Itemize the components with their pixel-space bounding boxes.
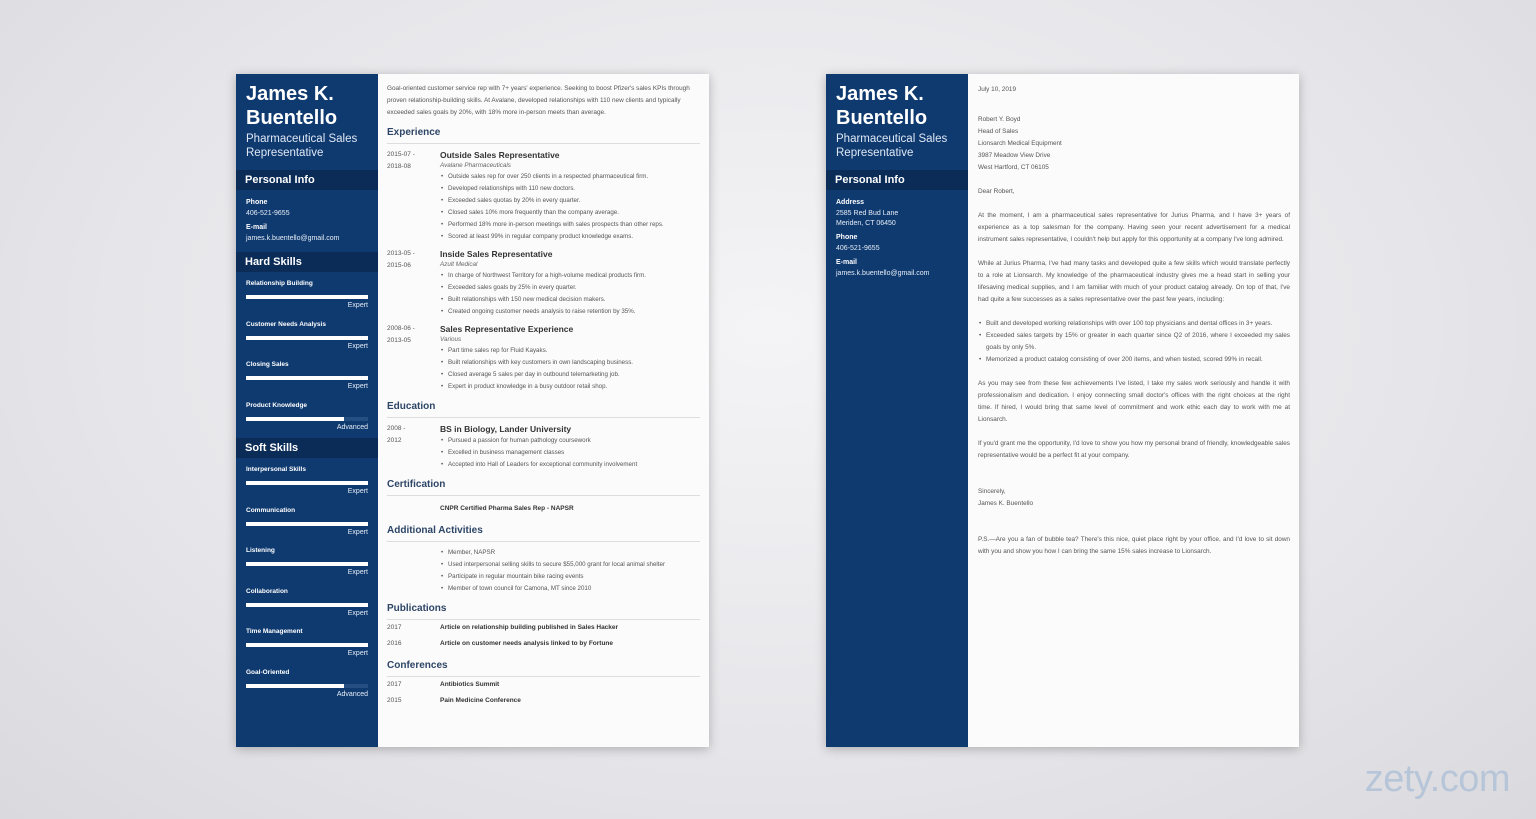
activities-heading: Additional Activities: [387, 525, 700, 542]
skill-bar: [246, 376, 368, 380]
skill-item: [236, 313, 378, 354]
education-bullets: [440, 435, 700, 471]
experience-bullet: • Created ongoing customer needs analysis to raise retention by 35%.: [448, 306, 700, 318]
phone-label: Phone: [246, 199, 268, 206]
skill-name: Listening: [246, 547, 275, 554]
hard-skills-heading: Hard Skills: [236, 252, 378, 272]
skill-item: [236, 394, 378, 435]
publication-title: Article on relationship building published in Sales Hacker: [440, 624, 619, 631]
skill-bar-fill: [246, 417, 344, 421]
experience-bullet: • Built relationships with key customers in own landscaping business.: [448, 357, 700, 369]
address-label: Address: [836, 199, 865, 206]
experience-bullet: • Scored at least 99% in regular company product knowledge exams.: [448, 231, 700, 243]
experience-title: Inside Sales Representative: [440, 249, 553, 259]
letter-date: July 10, 2019: [978, 86, 1017, 93]
education-bullet: • Accepted into Hall of Leaders for exceptional community involvement: [448, 459, 700, 471]
certification-heading: Certification: [387, 479, 700, 496]
letter-bullet: • Exceeded sales targets by 15% or greater in each quarter since Q2 of 2016, where I exceeded my sales goals by only 5%.: [986, 330, 1290, 354]
experience-entry: [387, 323, 700, 393]
skill-bar: [246, 603, 368, 607]
conference-year: 2015: [387, 697, 402, 704]
activity-bullet: • Used interpersonal selling skills to secure $55,000 grant for local animal shelter: [448, 559, 700, 571]
letter-bullet: • Memorized a product catalog consisting of over 200 items, and when tested, scored 99% in recall.: [986, 354, 1290, 366]
skill-bar-fill: [246, 603, 368, 607]
skill-level: Expert: [347, 302, 368, 309]
experience-body: [440, 248, 700, 318]
education-date-to: 2012: [387, 437, 402, 444]
education-date-from: 2008 -: [387, 425, 406, 432]
letter-paragraph-4: If you'd grant me the opportunity, I'd love to show you how my personal brand of friendly, knowledgeable sales representative would be a perfect fit at your company.: [978, 440, 1290, 459]
skill-bar: [246, 522, 368, 526]
skill-bar: [246, 295, 368, 299]
letter-paragraph-1: At the moment, I am a pharmaceutical sales representative for Jurius Pharma, and I have 3+ years of experience as a top salesman for the company. Having seen your recent advertisement for a medical instrument sales representative, I couldn't help but apply for this opportunity at a company I've long admired.: [978, 212, 1290, 243]
publication-row: [387, 620, 700, 636]
experience-bullet: • Expert in product knowledge in a busy outdoor retail shop.: [448, 381, 700, 393]
education-bullet: • Excelled in business management classes: [448, 447, 700, 459]
letter-bullets: [978, 318, 1290, 366]
recipient-line: 3987 Meadow View Drive: [978, 152, 1051, 159]
experience-bullets: [440, 270, 700, 318]
skill-level: Expert: [347, 569, 368, 576]
phone-value: 406-521-9655: [246, 210, 290, 217]
publication-row: [387, 636, 700, 652]
skill-name: Time Management: [246, 628, 303, 635]
experience-date-to: 2013-05: [387, 337, 411, 344]
letter-ps: P.S.—Are you a fan of bubble tea? There's this nice, quiet place right by your office, and I'd love to sit down with you and show you how I can bring the same 15% sales increase to Lionsarch.: [978, 536, 1290, 555]
letter-bullet: • Built and developed working relationships with over 100 top physicians and dental offices in 3+ years.: [986, 318, 1290, 330]
letter-body: [968, 74, 1299, 747]
letter-paragraph-2: While at Jurius Pharma, I've had many tasks and developed quite a few skills which would translate perfectly to a role at Lionsarch. My knowledge of the pharmaceutical industry gives me a head start in selling your lifesaving medical supplies, and I am familiar with much of your product catalog already. On top of that, I've had quite a few successes as a sales representative over the past few years, including:: [978, 260, 1290, 303]
skill-item: [236, 539, 378, 580]
experience-dates: [387, 323, 440, 393]
skill-bar-fill: [246, 562, 368, 566]
letter-closing: Sincerely,: [978, 488, 1006, 495]
skill-bar-fill: [246, 376, 368, 380]
publications-list: [387, 620, 700, 652]
experience-title: Outside Sales Representative: [440, 150, 560, 160]
skill-level: Expert: [347, 342, 368, 350]
activity-bullet: • Member, NAPSR: [448, 547, 700, 559]
skill-name: Customer Needs Analysis: [246, 320, 326, 328]
experience-entry: [387, 248, 700, 318]
conference-row: [387, 693, 700, 709]
skill-name: Interpersonal Skills: [246, 466, 306, 473]
skill-item: [236, 661, 378, 702]
resume-page: [236, 74, 709, 747]
skill-bar-fill: [246, 643, 368, 647]
experience-bullet: • Exceeded sales quotas by 20% in every quarter.: [448, 195, 700, 207]
skill-item: [236, 353, 378, 394]
certification-value: CNPR Certified Pharma Sales Rep - NAPSR: [440, 505, 574, 512]
experience-body: [440, 149, 700, 243]
conferences-list: [387, 677, 700, 709]
hard-skills-list: [236, 272, 378, 434]
experience-title: Sales Representative Experience: [440, 324, 574, 334]
skill-bar: [246, 562, 368, 566]
education-entry: [387, 423, 700, 471]
skill-level: Expert: [347, 650, 368, 657]
letter-sidebar: [826, 74, 968, 747]
address-line1: 2585 Red Bud Lane: [836, 210, 899, 217]
skill-name: Relationship Building: [246, 280, 313, 287]
resume-main: [378, 74, 709, 747]
skill-level: Advanced: [336, 423, 368, 431]
skill-item: [236, 580, 378, 621]
skill-bar: [246, 481, 368, 485]
experience-bullet: • Developed relationships with 110 new doctors.: [448, 183, 700, 195]
activities-entry: [387, 547, 700, 595]
experience-date-from: 2008-06 -: [387, 325, 415, 332]
letter-personal-info: [826, 190, 968, 279]
skill-level: Expert: [347, 488, 368, 495]
experience-date-from: 2013-05 -: [387, 250, 415, 257]
activity-bullet: • Participate in regular mountain bike racing events: [448, 571, 700, 583]
resume-name: James K. Buentello: [246, 83, 338, 129]
skill-bar: [246, 684, 368, 688]
skill-bar-fill: [246, 481, 368, 485]
personal-info: [236, 190, 378, 244]
skill-name: Goal-Oriented: [246, 668, 290, 676]
email-label: E-mail: [246, 224, 268, 231]
skill-level: Advanced: [336, 690, 368, 698]
skill-level: Expert: [347, 609, 368, 617]
skill-bar: [246, 417, 368, 421]
experience-date-to: 2015-06: [387, 262, 411, 269]
experience-company: Azult Medical: [440, 261, 478, 268]
skill-name: Communication: [246, 506, 296, 514]
skill-item: [236, 458, 378, 499]
experience-bullet: • Closed average 5 sales per day in outbound telemarketing job.: [448, 369, 700, 381]
address-line2: Meriden, CT 06450: [836, 220, 896, 227]
publication-year: 2017: [387, 624, 402, 631]
resume-job-title: Pharmaceutical Sales Representative: [246, 133, 358, 159]
letter-phone-label: Phone: [836, 234, 858, 241]
letter-email-label: E-mail: [836, 259, 858, 266]
recipient-line: Lionsarch Medical Equipment: [978, 140, 1062, 147]
soft-skills-list: [236, 458, 378, 701]
letter-email-value: james.k.buentello@gmail.com: [836, 270, 930, 277]
conference-title: Pain Medicine Conference: [440, 697, 521, 704]
conference-row: [387, 677, 700, 693]
education-dates: [387, 423, 440, 471]
skill-item: [236, 620, 378, 661]
resume-summary: Goal-oriented customer service rep with 7+ years' experience. Seeking to boost Pfizer's sales KPIs through proven relationship-building skills. At Avalane, developed relationships with 110 new clients and typically exceeded sales goals by 20%, with 18% more in-person meets than average.: [387, 85, 690, 116]
publication-year: 2016: [387, 640, 402, 647]
skill-bar-fill: [246, 295, 368, 299]
cover-letter-page: [826, 74, 1299, 747]
letter-phone-value: 406-521-9655: [836, 245, 880, 252]
recipient-line: Head of Sales: [978, 128, 1019, 135]
conferences-heading: Conferences: [387, 660, 700, 677]
conference-title: Antibiotics Summit: [440, 681, 500, 688]
activities-bullets: [440, 547, 700, 595]
experience-dates: [387, 248, 440, 318]
skill-bar-fill: [246, 336, 368, 340]
skill-name: Closing Sales: [246, 361, 289, 368]
experience-date-to: 2018-08: [387, 163, 411, 170]
letter-job-title: Pharmaceutical Sales Representative: [836, 133, 948, 159]
experience-bullet: • Built relationships with 150 new medical decision makers.: [448, 294, 700, 306]
skill-bar-fill: [246, 522, 368, 526]
experience-bullets: [440, 345, 700, 393]
experience-bullet: • Part time sales rep for Fluid Kayaks.: [448, 345, 700, 357]
skill-item: [236, 272, 378, 313]
experience-bullet: • Performed 18% more in-person meetings with sales prospects than other reps.: [448, 219, 700, 231]
letter-paragraph-3: As you may see from these few achievements I've listed, I take my sales work seriously and handle it with professionalism and dedication. I enjoy connecting small doctor's offices with the right choices at the right time. If hired, I would bring that same level of commitment and work ethic each day to work with me at Lionsarch.: [978, 380, 1290, 423]
experience-heading: Experience: [387, 127, 700, 144]
experience-bullet: • Outside sales rep for over 250 clients in a respected pharmaceutical firm.: [448, 171, 700, 183]
education-heading: Education: [387, 401, 700, 418]
experience-entry: [387, 149, 700, 243]
certification-entry: [387, 501, 700, 517]
experience-bullet: • Closed sales 10% more frequently than the company average.: [448, 207, 700, 219]
email-value: james.k.buentello@gmail.com: [246, 235, 340, 242]
experience-bullet: • Exceeded sales goals by 25% in every quarter.: [448, 282, 700, 294]
zety-logo: zety.com: [1364, 758, 1510, 800]
experience-company: Various: [440, 336, 462, 343]
recipient-line: West Hartford, CT 06105: [978, 164, 1049, 171]
recipient-line: Robert Y. Boyd: [978, 116, 1021, 123]
personal-info-heading: Personal Info: [236, 170, 378, 190]
letter-recipient: [978, 114, 1290, 174]
skill-bar-fill: [246, 684, 344, 688]
experience-dates: [387, 149, 440, 243]
letter-greeting: Dear Robert,: [978, 188, 1015, 195]
soft-skills-heading: Soft Skills: [236, 438, 378, 458]
skill-item: [236, 499, 378, 540]
letter-personal-info-heading: Personal Info: [826, 170, 968, 190]
experience-body: [440, 323, 700, 393]
experience-bullet: • In charge of Northwest Territory for a high-volume medical products firm.: [448, 270, 700, 282]
letter-signature: James K. Buentello: [978, 500, 1034, 507]
activity-bullet: • Member of town council for Camona, MT since 2010: [448, 583, 700, 595]
skill-name: Product Knowledge: [246, 401, 308, 409]
education-bullet: • Pursued a passion for human pathology coursework: [448, 435, 700, 447]
skill-level: Expert: [347, 528, 368, 536]
conference-year: 2017: [387, 681, 402, 688]
experience-company: Avalane Pharmaceuticals: [440, 162, 511, 169]
experience-bullets: [440, 171, 700, 243]
publications-heading: Publications: [387, 603, 700, 620]
education-title: BS in Biology, Lander University: [440, 424, 572, 434]
skill-bar: [246, 643, 368, 647]
letter-name: James K. Buentello: [836, 83, 928, 129]
publication-title: Article on customer needs analysis linked to by Fortune: [440, 640, 614, 647]
skill-bar: [246, 336, 368, 340]
experience-list: [387, 149, 700, 393]
skill-level: Expert: [347, 383, 368, 390]
experience-date-from: 2015-07 -: [387, 151, 415, 158]
resume-sidebar: [236, 74, 378, 747]
skill-name: Collaboration: [246, 587, 288, 595]
